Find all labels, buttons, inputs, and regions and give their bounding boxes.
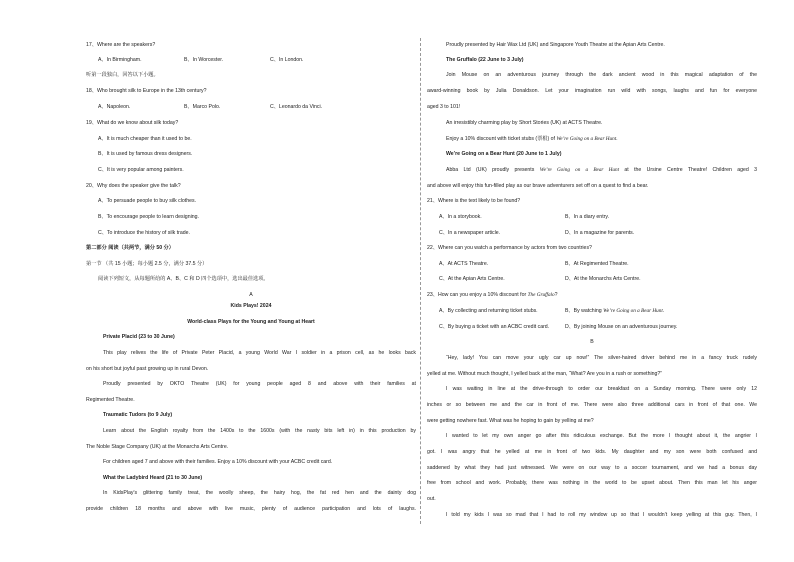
ladybird-line1: In KidsPlay’s glittering family treat, the woolly sheep, the hairy hog, the fat red hen and the dainty dog <box>103 490 416 496</box>
q19-stem: 19、What do we know about silk today? <box>86 120 179 126</box>
q23-stem <box>427 292 557 299</box>
bear-hunt-line1-end: at the Ursine Centre Theatre! Children aged 3 <box>619 167 757 173</box>
bear-hunt-title: We’re Going on a Bear Hunt <box>603 308 663 314</box>
gruffalo-line4: An irresistibly charming play by Short Stories (UK) at ACTS Theatre. <box>446 120 603 126</box>
q23-option-d: D、By joining Mouse on an adventurous journey. <box>565 324 678 330</box>
passage-b-p1-line2: yelled at me. Without much thought, I yelled back at the man, “What? Are you in a rush or something?” <box>427 371 662 377</box>
passage-b-label: B <box>590 339 594 345</box>
q22-option-d: D、At the Monarchs Arts Centre. <box>565 276 641 282</box>
q22-stem: 22、Where can you watch a performance by actors from two countries? <box>427 245 592 251</box>
passage-b-p2-line1: I was waiting in line at the drive-through to order our breakfast on a Sunday morning. There were only 12 <box>446 386 757 392</box>
q21-option-b: B、In a diary entry. <box>565 214 610 220</box>
bear-hunt-title: We’re Going on a Bear Hunt <box>539 167 620 173</box>
traumatic-tudors-line2: The Noble Stage Company (UK) at the Monarchs Arts Centre. <box>86 444 229 450</box>
passage-b-p1-line1: “Hey, lady! You can move your ugly car up now!” The silver-haired driver behind me in a fancy truck rudely <box>446 355 757 361</box>
q21-option-d: D、In a magazine for parents. <box>565 230 635 236</box>
column-divider <box>420 38 421 524</box>
section1-instruction: 阅读下列短文，从每题所给的 A、B、C 和 D 四个选项中，选出最佳选项。 <box>98 276 269 282</box>
q22-option-b: B、At Regimented Theatre. <box>565 261 629 267</box>
gruffalo-line3: aged 3 to 101! <box>427 104 461 110</box>
q18-stem: 18、Who brought silk to Europe in the 13th century? <box>86 88 207 94</box>
passage-b-p4-line1: I told my kids I was so mad that I had to roll my window up so that I wouldn’t keep yelling at this guy. Then, I <box>446 512 757 518</box>
listening-instruction: 听第一段独白，回答以下小题。 <box>86 72 159 78</box>
q20-option-b: B、To encourage people to learn designing. <box>98 214 199 220</box>
passage-title: Kids Plays! 2024 <box>230 303 272 309</box>
gruffalo-line5 <box>446 136 618 143</box>
q23-stem-text: 23、How can you enjoy a 10% discount for <box>427 292 528 298</box>
private-placid-heading: Private Placid (23 to 30 June) <box>103 334 175 340</box>
q23-stem-end: ? <box>554 292 558 298</box>
ladybird-presenter: Proudly presented by Hair Wax Ltd (UK) and Singapore Youth Theatre at the Apian Arts Centre. <box>446 42 665 48</box>
gruffalo-heading: The Gruffalo (22 June to 3 July) <box>446 57 524 63</box>
q23-option-b <box>565 308 664 315</box>
q18-option-c: C、Leonardo da Vinci. <box>270 104 323 110</box>
q21-stem: 21、Where is the text likely to be found? <box>427 198 521 204</box>
q23-option-c: C、By buying a ticket with an ACBC credit card. <box>439 324 550 330</box>
passage-b-p3-line3: saddened by what they had just witnessed. We were on our way to a soccer tournament, and we had a bonus day <box>427 465 757 471</box>
q17-option-b: B、In Worcester. <box>184 57 224 63</box>
ladybird-line2: provide children 18 months and above with live music, plenty of audience participation and lots of laughs. <box>86 506 416 512</box>
gruffalo-line1: Join Mouse on an adventurous journey through the dark ancient wood in this magical adaptation of the <box>446 72 757 78</box>
q19-option-b: B、It is used by famous dress designers. <box>98 151 193 157</box>
bear-hunt-line2: and above will enjoy this fun-filled play as our brave adventurers set off on a quest to find a bear. <box>427 183 649 189</box>
passage-subtitle: World-class Plays for the Young and Young at Heart <box>187 319 315 325</box>
q20-option-c: C、To introduce the history of silk trade. <box>98 230 190 236</box>
bear-hunt-heading: We’re Going on a Bear Hunt (20 June to 1 July) <box>446 151 562 157</box>
gruffalo-line5-end: . <box>616 136 618 142</box>
q22-option-a: A、At ACTS Theatre. <box>439 261 489 267</box>
q20-stem: 20、Why does the speaker give the talk? <box>86 183 181 189</box>
q23-option-b-text: B、By watching <box>565 308 604 314</box>
bear-hunt-title: We’re Going on a Bear Hunt <box>556 136 617 142</box>
q19-option-c: C、It is very popular among painters. <box>98 167 184 173</box>
passage-b-p3-line2: got. I was angry that he yelled at me in front of two kids. My daughter and my son were both confused and <box>427 449 757 455</box>
gruffalo-title: The Gruffalo <box>527 292 555 298</box>
part2-heading: 第二部分 阅读（共两节，满分 50 分） <box>86 245 174 251</box>
traumatic-tudors-heading: Traumatic Tudors (to 9 July) <box>103 412 173 418</box>
q17-stem: 17、Where are the speakers? <box>86 42 156 48</box>
q23-option-a: A、By collecting and returning ticket stubs. <box>439 308 538 314</box>
bear-hunt-line1-text: Abba Ltd (UK) proudly presents <box>446 167 540 173</box>
q21-option-a: A、In a storybook. <box>439 214 482 220</box>
traumatic-tudors-line1: Learn about the English royalty from the 1400s to the 1600s (with the nasty bits left in) in this production by <box>103 428 416 434</box>
bear-hunt-line1 <box>427 167 757 174</box>
traumatic-tudors-line3: For children aged 7 and above with their families. Enjoy a 10% discount with your ACBC credit card. <box>103 459 333 465</box>
passage-b-p3-line5: out. <box>427 496 436 502</box>
ladybird-heading: What the Ladybird Heard (21 to 30 June) <box>103 475 203 481</box>
private-placid-line3: Proudly presented by OKTO Theatre (UK) for young people aged 8 and above with their families at <box>103 381 416 387</box>
private-placid-line4: Regimented Theatre. <box>86 397 135 403</box>
passage-b-p3-line1: I wanted to let my own anger go after this ridiculous exchange. But the more I thought about it, the angrier I <box>446 433 757 439</box>
passage-b-p2-line3: were getting nowhere fast. What was he hoping to gain by yelling at me? <box>427 418 594 424</box>
passage-b-p3-line4: free from school and work. Probably, there was nothing in the world to be upset about. Then this man let his anger <box>427 480 757 486</box>
q21-option-c: C、In a newspaper article. <box>439 230 501 236</box>
q20-option-a: A、To persuade people to buy silk clothes. <box>98 198 197 204</box>
q18-option-a: A、Napoleon. <box>98 104 131 110</box>
section1-heading: 第一节 （共 15 小题；每小题 2.5 分，满分 37.5 分） <box>86 261 208 267</box>
q17-option-c: C、In London. <box>270 57 304 63</box>
passage-b-p2-line2: inches or so between me and the car in front of me. There were also three additional cars in front of that one. We <box>427 402 757 408</box>
q19-option-a: A、It is much cheaper than it used to be. <box>98 136 192 142</box>
q17-option-a: A、In Birmingham. <box>98 57 142 63</box>
private-placid-line1: This play relives the life of Private Peter Placid, a young World War I soldier in a prison cell, as he looks back <box>103 350 416 356</box>
q18-option-b: B、Marco Polo. <box>184 104 221 110</box>
q23-option-b-end: . <box>662 308 665 314</box>
passage-a-label: A <box>249 292 253 298</box>
private-placid-line2: on his short but joyful past growing up in rural Devon. <box>86 366 209 372</box>
gruffalo-line2: award-winning book by Julia Donaldson. Let your imagination run wild with songs, laughs and fun for everyone <box>427 88 757 94</box>
q22-option-c: C、At the Apian Arts Centre. <box>439 276 505 282</box>
gruffalo-line5-text: Enjoy a 10% discount with ticket stubs (票根) of <box>446 136 557 142</box>
